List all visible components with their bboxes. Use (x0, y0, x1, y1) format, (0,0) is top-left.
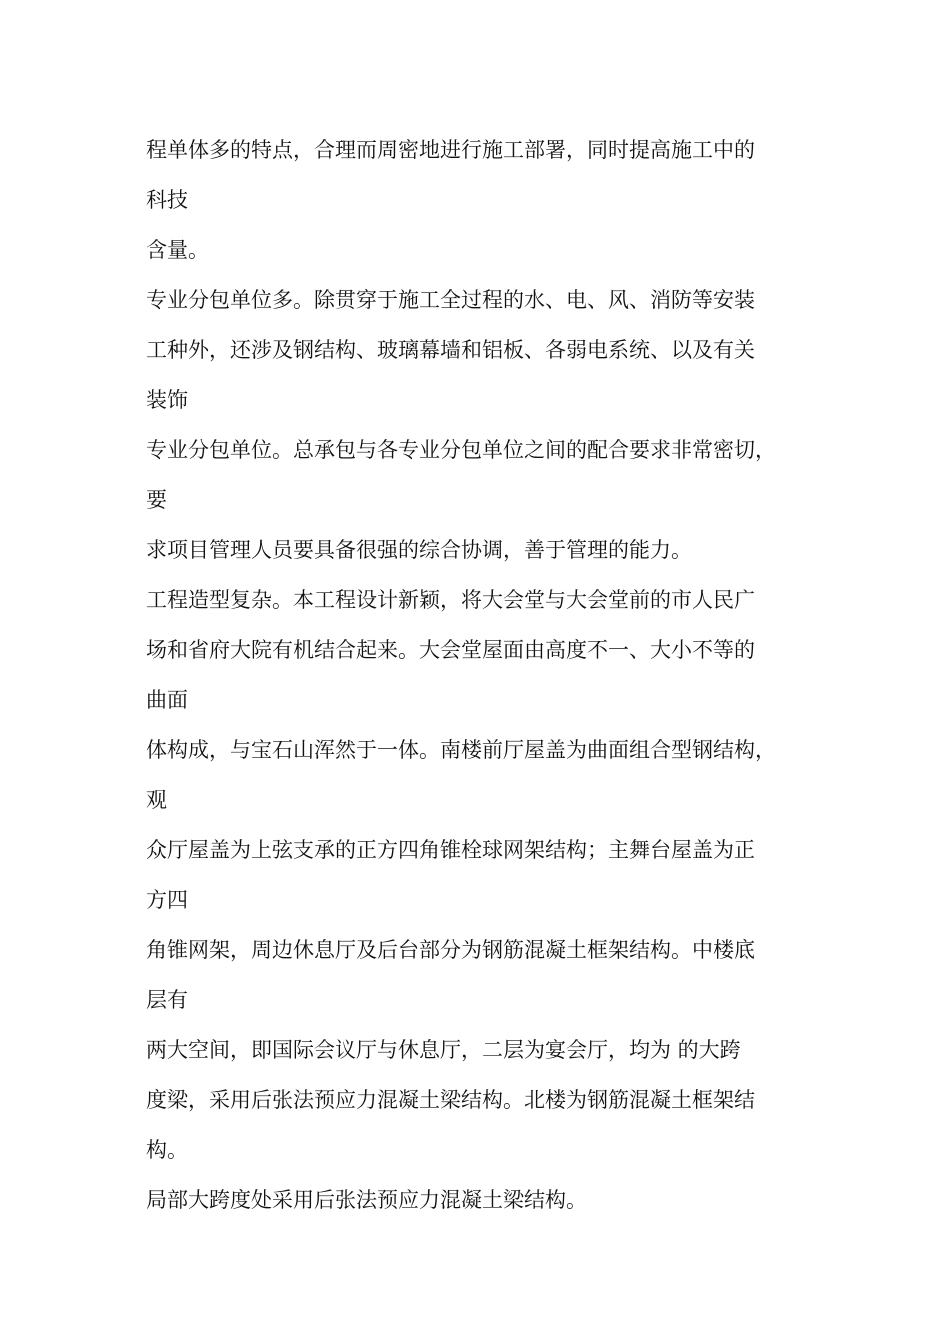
text-line: 角锥网架，周边休息厅及后台部分为钢筋混凝土框架结构。中楼底 (146, 938, 755, 962)
text-line: 层有 (146, 988, 188, 1012)
text-line: 方四 (146, 888, 188, 912)
text-line: 程单体多的特点，合理而周密地进行施工部署，同时提高施工中的 (146, 138, 755, 162)
text-line: 体构成，与宝石山浑然于一体。南楼前厅屋盖为曲面组合型钢结构， (146, 738, 776, 762)
text-line: 专业分包单位多。除贯穿于施工全过程的水、电、风、消防等安装 (146, 288, 755, 312)
text-line: 要 (146, 488, 167, 512)
text-line: 构。 (146, 1138, 188, 1162)
text-line: 观 (146, 788, 167, 812)
text-line: 场和省府大院有机结合起来。大会堂屋面由高度不一、大小不等的 (146, 638, 755, 662)
text-line: 度梁，采用后张法预应力混凝土梁结构。北楼为钢筋混凝土框架结 (146, 1088, 755, 1112)
text-line: 求项目管理人员要具备很强的综合协调，善于管理的能力。 (146, 538, 692, 562)
text-line: 含量。 (146, 238, 209, 262)
text-line: 局部大跨度处采用后张法预应力混凝土梁结构。 (146, 1188, 587, 1212)
text-line: 曲面 (146, 688, 188, 712)
text-line: 工种外，还涉及钢结构、玻璃幕墙和铝板、各弱电系统、以及有关 (146, 338, 755, 362)
text-line: 众厅屋盖为上弦支承的正方四角锥栓球网架结构；主舞台屋盖为正 (146, 838, 755, 862)
text-line: 工程造型复杂。本工程设计新颖，将大会堂与大会堂前的市人民广 (146, 588, 755, 612)
text-line: 科技 (146, 188, 188, 212)
text-line: 专业分包单位。总承包与各专业分包单位之间的配合要求非常密切， (146, 438, 776, 462)
text-line: 装饰 (146, 388, 188, 412)
text-line: 两大空间，即国际会议厅与休息厅，二层为宴会厅，均为 的大跨 (146, 1038, 741, 1062)
